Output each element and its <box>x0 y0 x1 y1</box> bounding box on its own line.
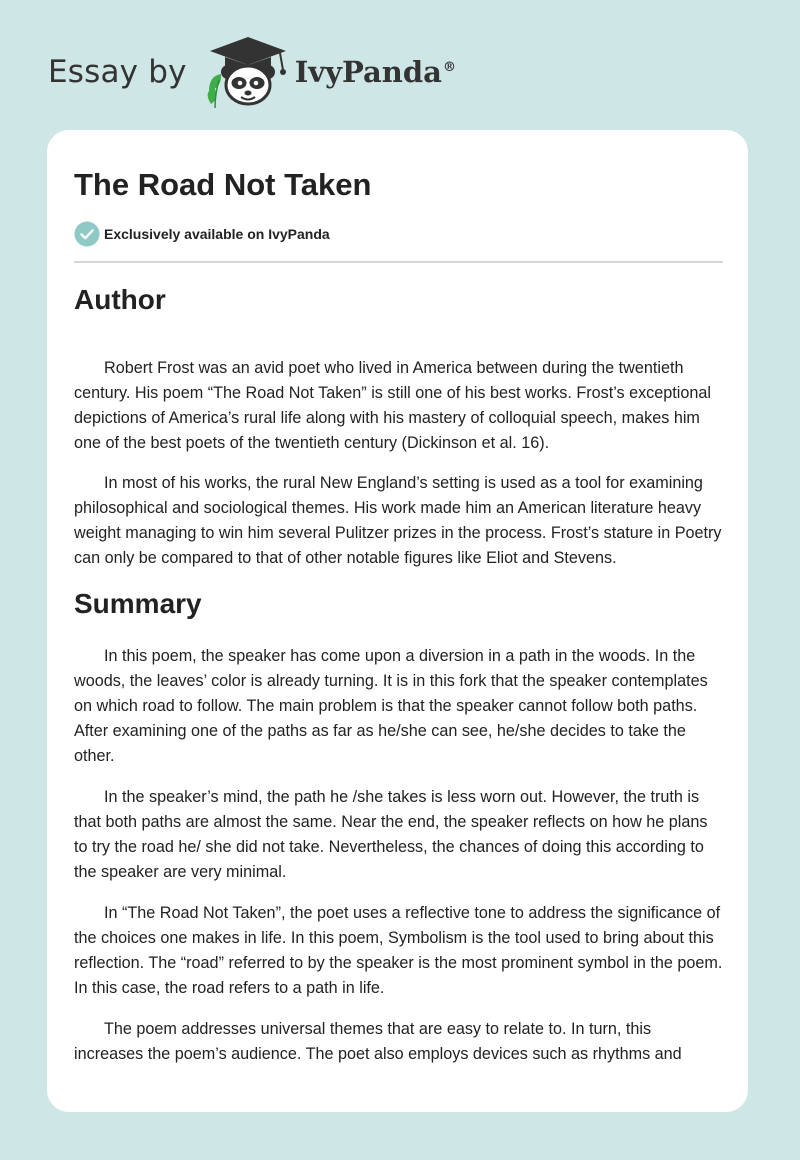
essay-by-label: Essay by <box>48 53 187 90</box>
panda-graduate-logo-icon <box>201 34 293 110</box>
registered-mark: ® <box>442 59 456 75</box>
paragraph: In most of his works, the rural New England’s setting is used as a tool for examining philosophical and sociological themes. His work made him an American literature heavy weight managing to win him several Pulitzer prizes in the process. Frost’s stature in Poetry can only be compared to that of other notable figures like Eliot and Stevens. <box>74 474 722 567</box>
paragraph: In this poem, the speaker has come upon a diversion in a path in the woods. In the woods, the leaves’ color is already turning. It is in this fork that the speaker contemplates on which road to follow. The main problem is that the speaker cannot follow both paths. After examining one of the paths as far as he/she can see, he/she decides to take the other. <box>74 647 708 765</box>
title-divider <box>74 261 723 263</box>
exclusive-badge <box>74 221 330 247</box>
site-header[interactable] <box>48 34 456 110</box>
section-heading-author: Author <box>74 284 166 315</box>
paragraph: The poem addresses universal themes that are easy to relate to. In turn, this increases the poem’s audience. The poet also employs devices such as rhythms and <box>74 1020 682 1063</box>
check-circle-icon <box>74 221 100 247</box>
section-heading-summary: Summary <box>74 588 202 619</box>
brand-name: IvyPanda® <box>294 54 456 89</box>
essay-card <box>47 130 748 1112</box>
page-title: The Road Not Taken <box>74 167 372 202</box>
essay-body <box>74 282 723 1067</box>
paragraph: Robert Frost was an avid poet who lived in America between during the twentieth century. His poem “The Road Not Taken” is still one of his best works. Frost’s exceptional depictions of America’s rural life along with his mastery of colloquial speech, makes him one of the best poets of the twentieth century (Dickinson et al. 16). <box>74 359 711 452</box>
paragraph: In “The Road Not Taken”, the poet uses a reflective tone to address the significance of the choices one makes in life. In this poem, Symbolism is the tool used to bring about this reflection. The “road” referred to by the speaker is the most prominent symbol in the poem. In this case, the road refers to a path in life. <box>74 904 723 997</box>
paragraph: In the speaker’s mind, the path he /she takes is less worn out. However, the truth is that both paths are almost the same. Near the end, the speaker reflects on how he plans to try the road he/ she did not take. Nevertheless, the chances of doing this according to the speaker are very minimal. <box>74 788 708 881</box>
exclusive-badge-label: Exclusively available on IvyPanda <box>104 226 330 242</box>
